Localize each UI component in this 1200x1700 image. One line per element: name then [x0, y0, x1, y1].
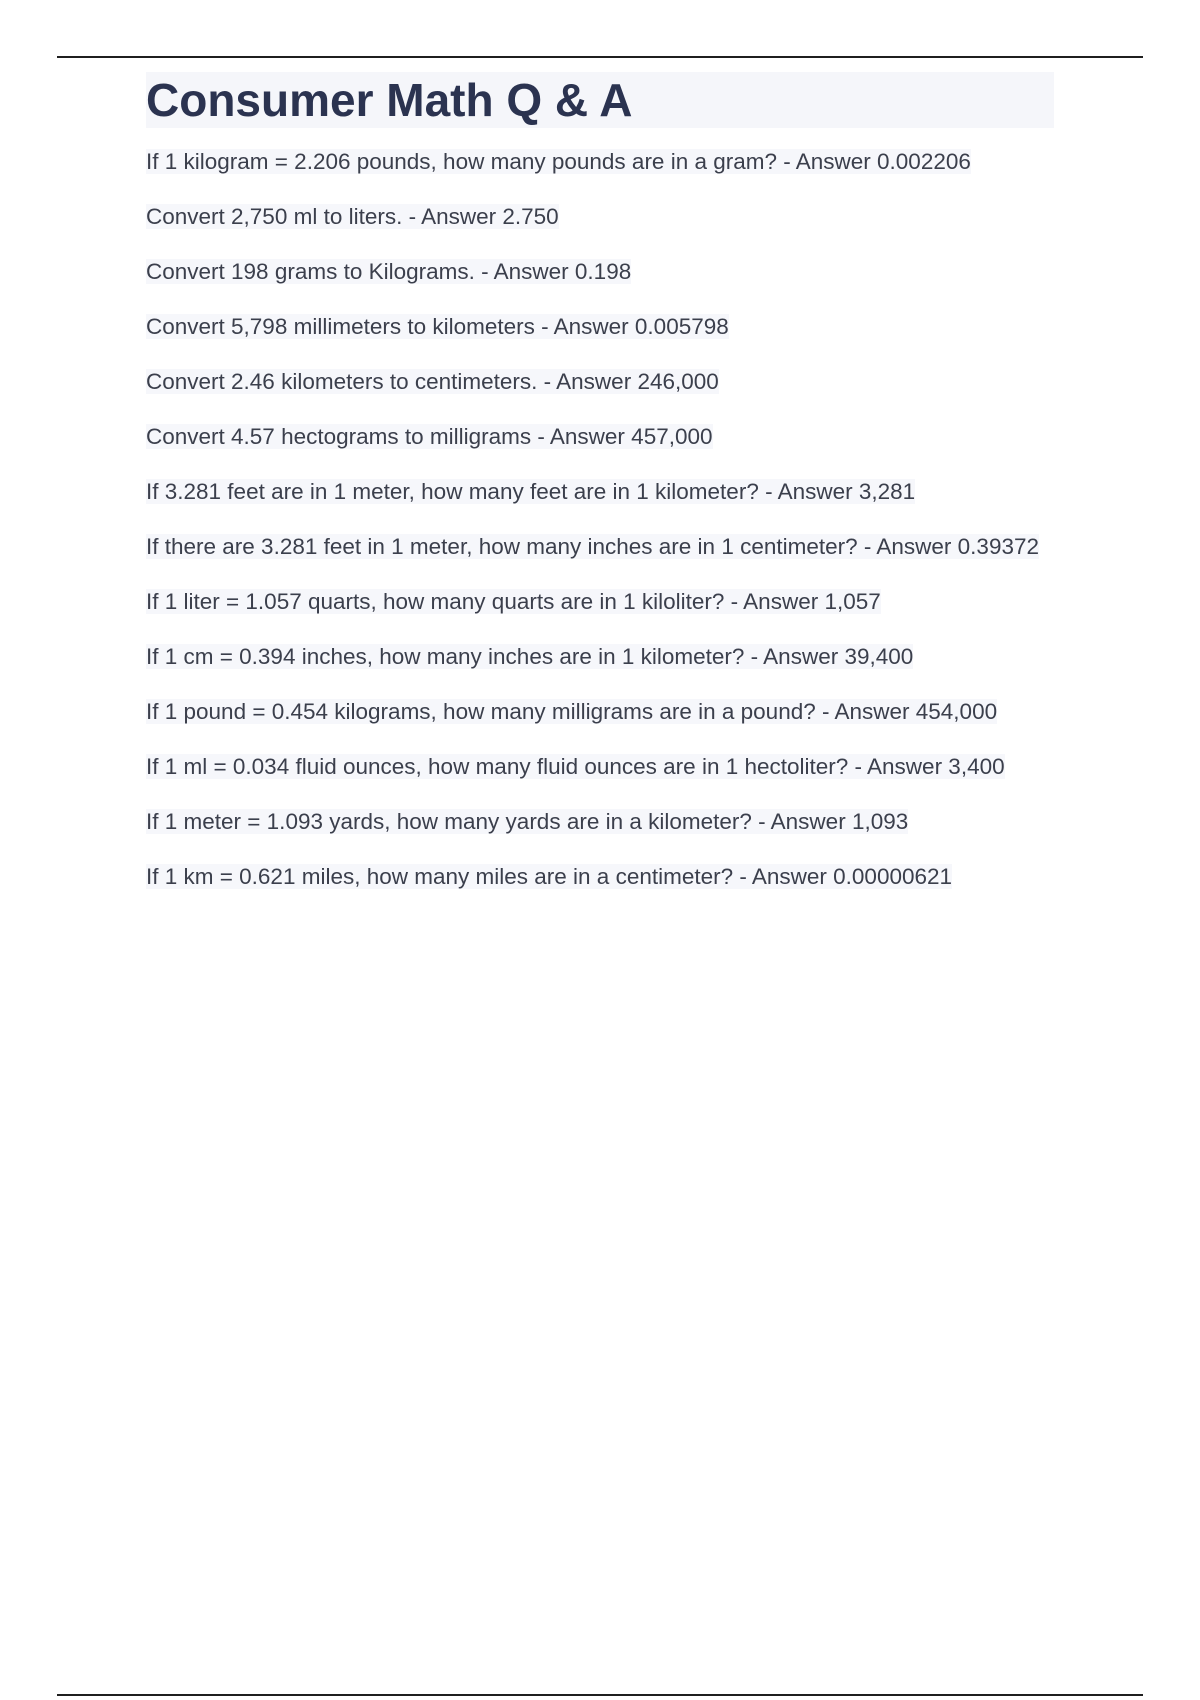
qa-item	[146, 203, 1056, 231]
qa-text: Convert 2,750 ml to liters. - Answer 2.750	[146, 204, 559, 229]
qa-text: Convert 2.46 kilometers to centimeters. - Answer 246,000	[146, 369, 719, 394]
qa-text: If 1 cm = 0.394 inches, how many inches are in 1 kilometer? - Answer 39,400	[146, 644, 914, 669]
qa-item	[146, 698, 1056, 726]
qa-item	[146, 368, 1056, 396]
qa-item	[146, 643, 1056, 671]
bottom-rule	[57, 1694, 1143, 1696]
qa-list	[146, 148, 1056, 891]
qa-text: If 1 km = 0.621 miles, how many miles are in a centimeter? - Answer 0.00000621	[146, 864, 953, 889]
qa-item	[146, 863, 1056, 891]
document-body	[146, 72, 1056, 918]
qa-item	[146, 753, 1056, 781]
qa-item	[146, 808, 1056, 836]
qa-text: If 3.281 feet are in 1 meter, how many feet are in 1 kilometer? - Answer 3,281	[146, 479, 916, 504]
qa-text: Convert 198 grams to Kilograms. - Answer 0.198	[146, 259, 632, 284]
top-rule	[57, 56, 1143, 58]
qa-text: If 1 ml = 0.034 fluid ounces, how many fluid ounces are in 1 hectoliter? - Answer 3,400	[146, 754, 1005, 779]
qa-item	[146, 588, 1056, 616]
qa-text: If 1 meter = 1.093 yards, how many yards are in a kilometer? - Answer 1,093	[146, 809, 909, 834]
qa-item	[146, 258, 1056, 286]
qa-item	[146, 478, 1056, 506]
document-title: Consumer Math Q & A	[146, 72, 1054, 128]
qa-item	[146, 423, 1056, 451]
qa-item	[146, 533, 1056, 561]
qa-text: Convert 4.57 hectograms to milligrams - Answer 457,000	[146, 424, 713, 449]
qa-text: If 1 pound = 0.454 kilograms, how many milligrams are in a pound? - Answer 454,000	[146, 699, 998, 724]
qa-item	[146, 148, 1056, 176]
qa-item	[146, 313, 1056, 341]
qa-text: Convert 5,798 millimeters to kilometers - Answer 0.005798	[146, 314, 729, 339]
qa-text: If there are 3.281 feet in 1 meter, how many inches are in 1 centimeter? - Answer 0.39372	[146, 534, 1040, 559]
qa-text: If 1 kilogram = 2.206 pounds, how many pounds are in a gram? - Answer 0.002206	[146, 149, 971, 174]
qa-text: If 1 liter = 1.057 quarts, how many quarts are in 1 kiloliter? - Answer 1,057	[146, 589, 881, 614]
